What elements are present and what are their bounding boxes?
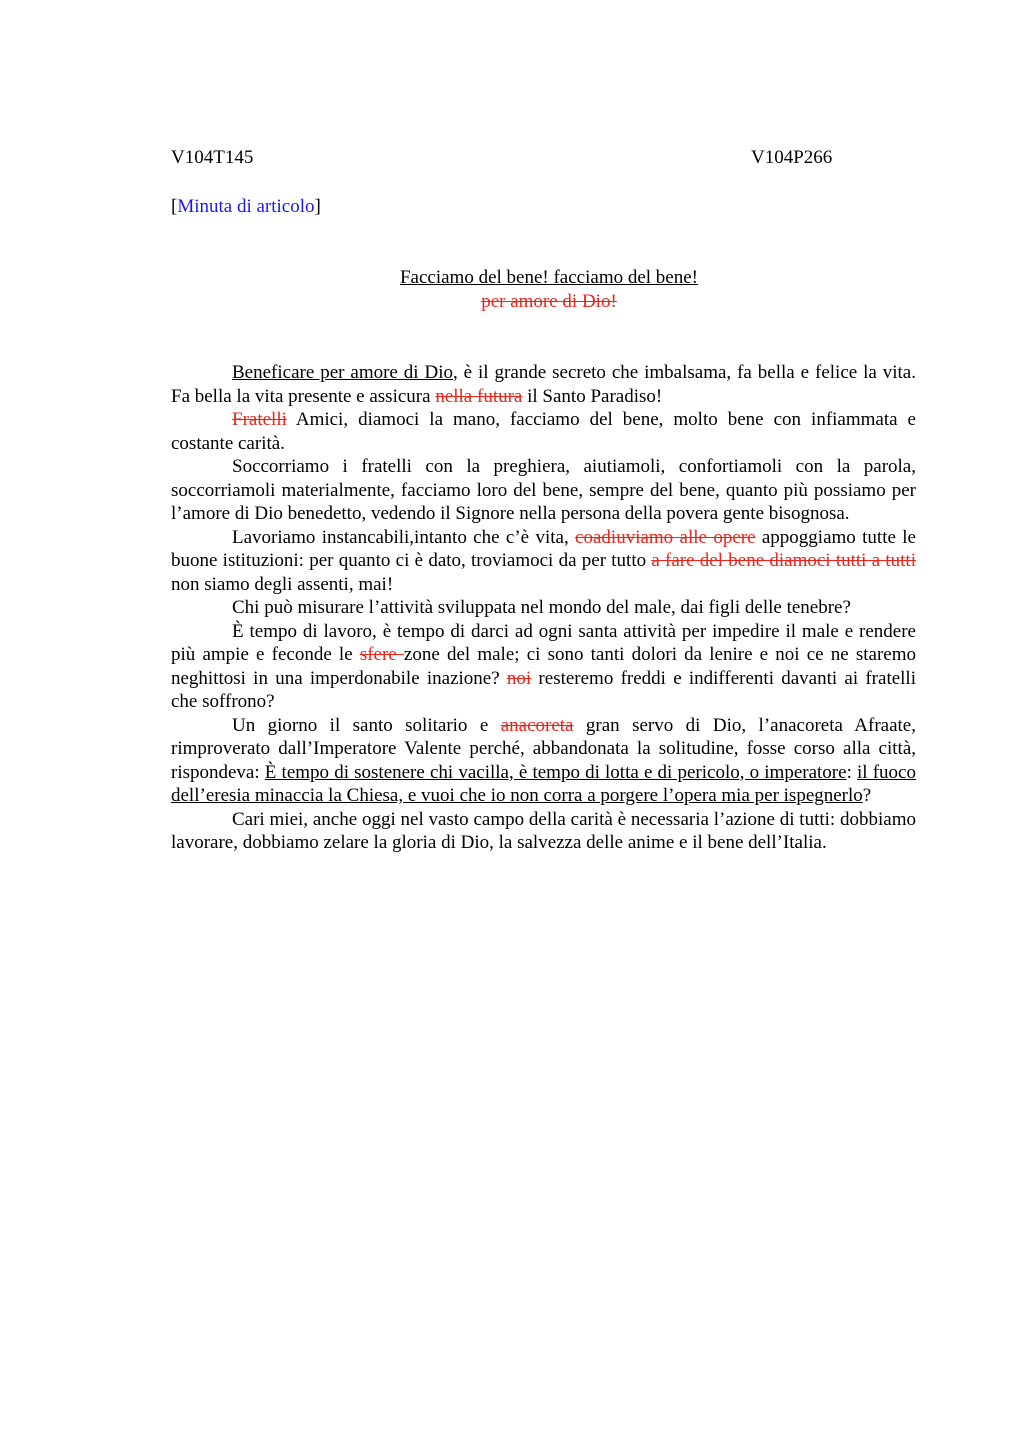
deleted-text: coadiuviamo alle opere bbox=[575, 526, 756, 548]
underlined-text: il fuoco dell’eresia minaccia la Chiesa, e vuoi che io non corra a porgere l’opera mia per ispegnerlo bbox=[171, 761, 916, 806]
underlined-text: Beneficare per amore di Dio bbox=[232, 362, 453, 383]
text-run: ? bbox=[862, 785, 872, 806]
bracket-open: [ bbox=[171, 196, 178, 217]
paragraph-5: Chi può misurare l’attività sviluppata nel mondo del male, dai figli delle tenebre? bbox=[232, 597, 851, 618]
title-line-2-deleted: per amore di Dio! bbox=[481, 291, 617, 312]
paragraph-1 bbox=[171, 361, 916, 408]
deleted-text: a fare del bene diamoci tutti a tutti bbox=[651, 550, 916, 571]
document-type-label: Minuta di articolo bbox=[177, 196, 315, 217]
paragraph-7 bbox=[171, 714, 916, 808]
article-title bbox=[171, 266, 927, 314]
deleted-text: anacoreta bbox=[500, 714, 574, 736]
text-run: , è il grande secreto che imbalsama, fa bella e felice la vita. Fa bella la vita presente e assicura bbox=[171, 362, 916, 407]
document-code-right: V104P266 bbox=[751, 147, 833, 168]
text-run: gran servo di Dio, l’anacoreta Afraate, rimproverato dall’Imperatore Valente perché, abbandonata la solitudine, fosse corso alla città, rispondeva: bbox=[171, 714, 916, 783]
text-run: : bbox=[846, 761, 857, 783]
text-run: zone del male; ci sono tanti dolori da lenire e noi ce ne staremo neghittosi in una imperdonabile inazione? bbox=[171, 644, 916, 689]
text-run: appoggiamo tutte le buone istituzioni: per quanto ci è dato, troviamoci da per tutto bbox=[171, 526, 916, 571]
title-line-1: Facciamo del bene! facciamo del bene! bbox=[399, 267, 699, 288]
paragraph-3: Soccorriamo i fratelli con la preghiera, aiutiamoli, confortiamoli con la parola, soccorriamoli materialmente, facciamo loro del bene, sempre del bene, quanto più possiamo per l’amore di Dio benedetto, vedendo il Signore nella persona della povera gente bisognosa. bbox=[171, 456, 916, 524]
deleted-text: Fratelli bbox=[232, 409, 287, 430]
deleted-text: nella futura bbox=[435, 385, 523, 407]
underlined-text: È tempo di sostenere chi vacilla, è tempo di lotta e di pericolo, o imperatore bbox=[264, 761, 847, 783]
paragraph-4 bbox=[171, 526, 916, 597]
text-run: il Santo Paradiso! bbox=[522, 385, 663, 407]
text-run: Un giorno il santo solitario e bbox=[232, 714, 501, 736]
text-run: resteremo freddi e indifferenti davanti ai fratelli che soffrono? bbox=[171, 667, 916, 712]
paragraph-6 bbox=[171, 620, 916, 714]
document-type bbox=[171, 196, 321, 218]
text-run: non siamo degli assenti, mai! bbox=[171, 573, 394, 595]
deleted-text: noi bbox=[506, 667, 532, 689]
paragraph-8: Cari miei, anche oggi nel vasto campo della carità è necessaria l’azione di tutti: dobbiamo lavorare, dobbiamo zelare la gloria di Dio, la salvezza delle anime e il bene dell’Italia. bbox=[171, 808, 916, 853]
text-run: Lavoriamo instancabili,intanto che c’è vita, bbox=[232, 526, 576, 548]
document-code-left: V104T145 bbox=[171, 147, 254, 168]
deleted-text: sfere bbox=[359, 644, 404, 665]
text-run: Amici, diamoci la mano, facciamo del bene, molto bene con infiammata e costante carità. bbox=[171, 409, 916, 454]
paragraph-2 bbox=[171, 408, 916, 455]
text-run: È tempo di lavoro, è tempo di darci ad ogni santa attività per impedire il male e rendere più ampie e feconde le bbox=[171, 620, 916, 665]
article-body bbox=[171, 361, 916, 855]
bracket-close: ] bbox=[314, 196, 321, 217]
